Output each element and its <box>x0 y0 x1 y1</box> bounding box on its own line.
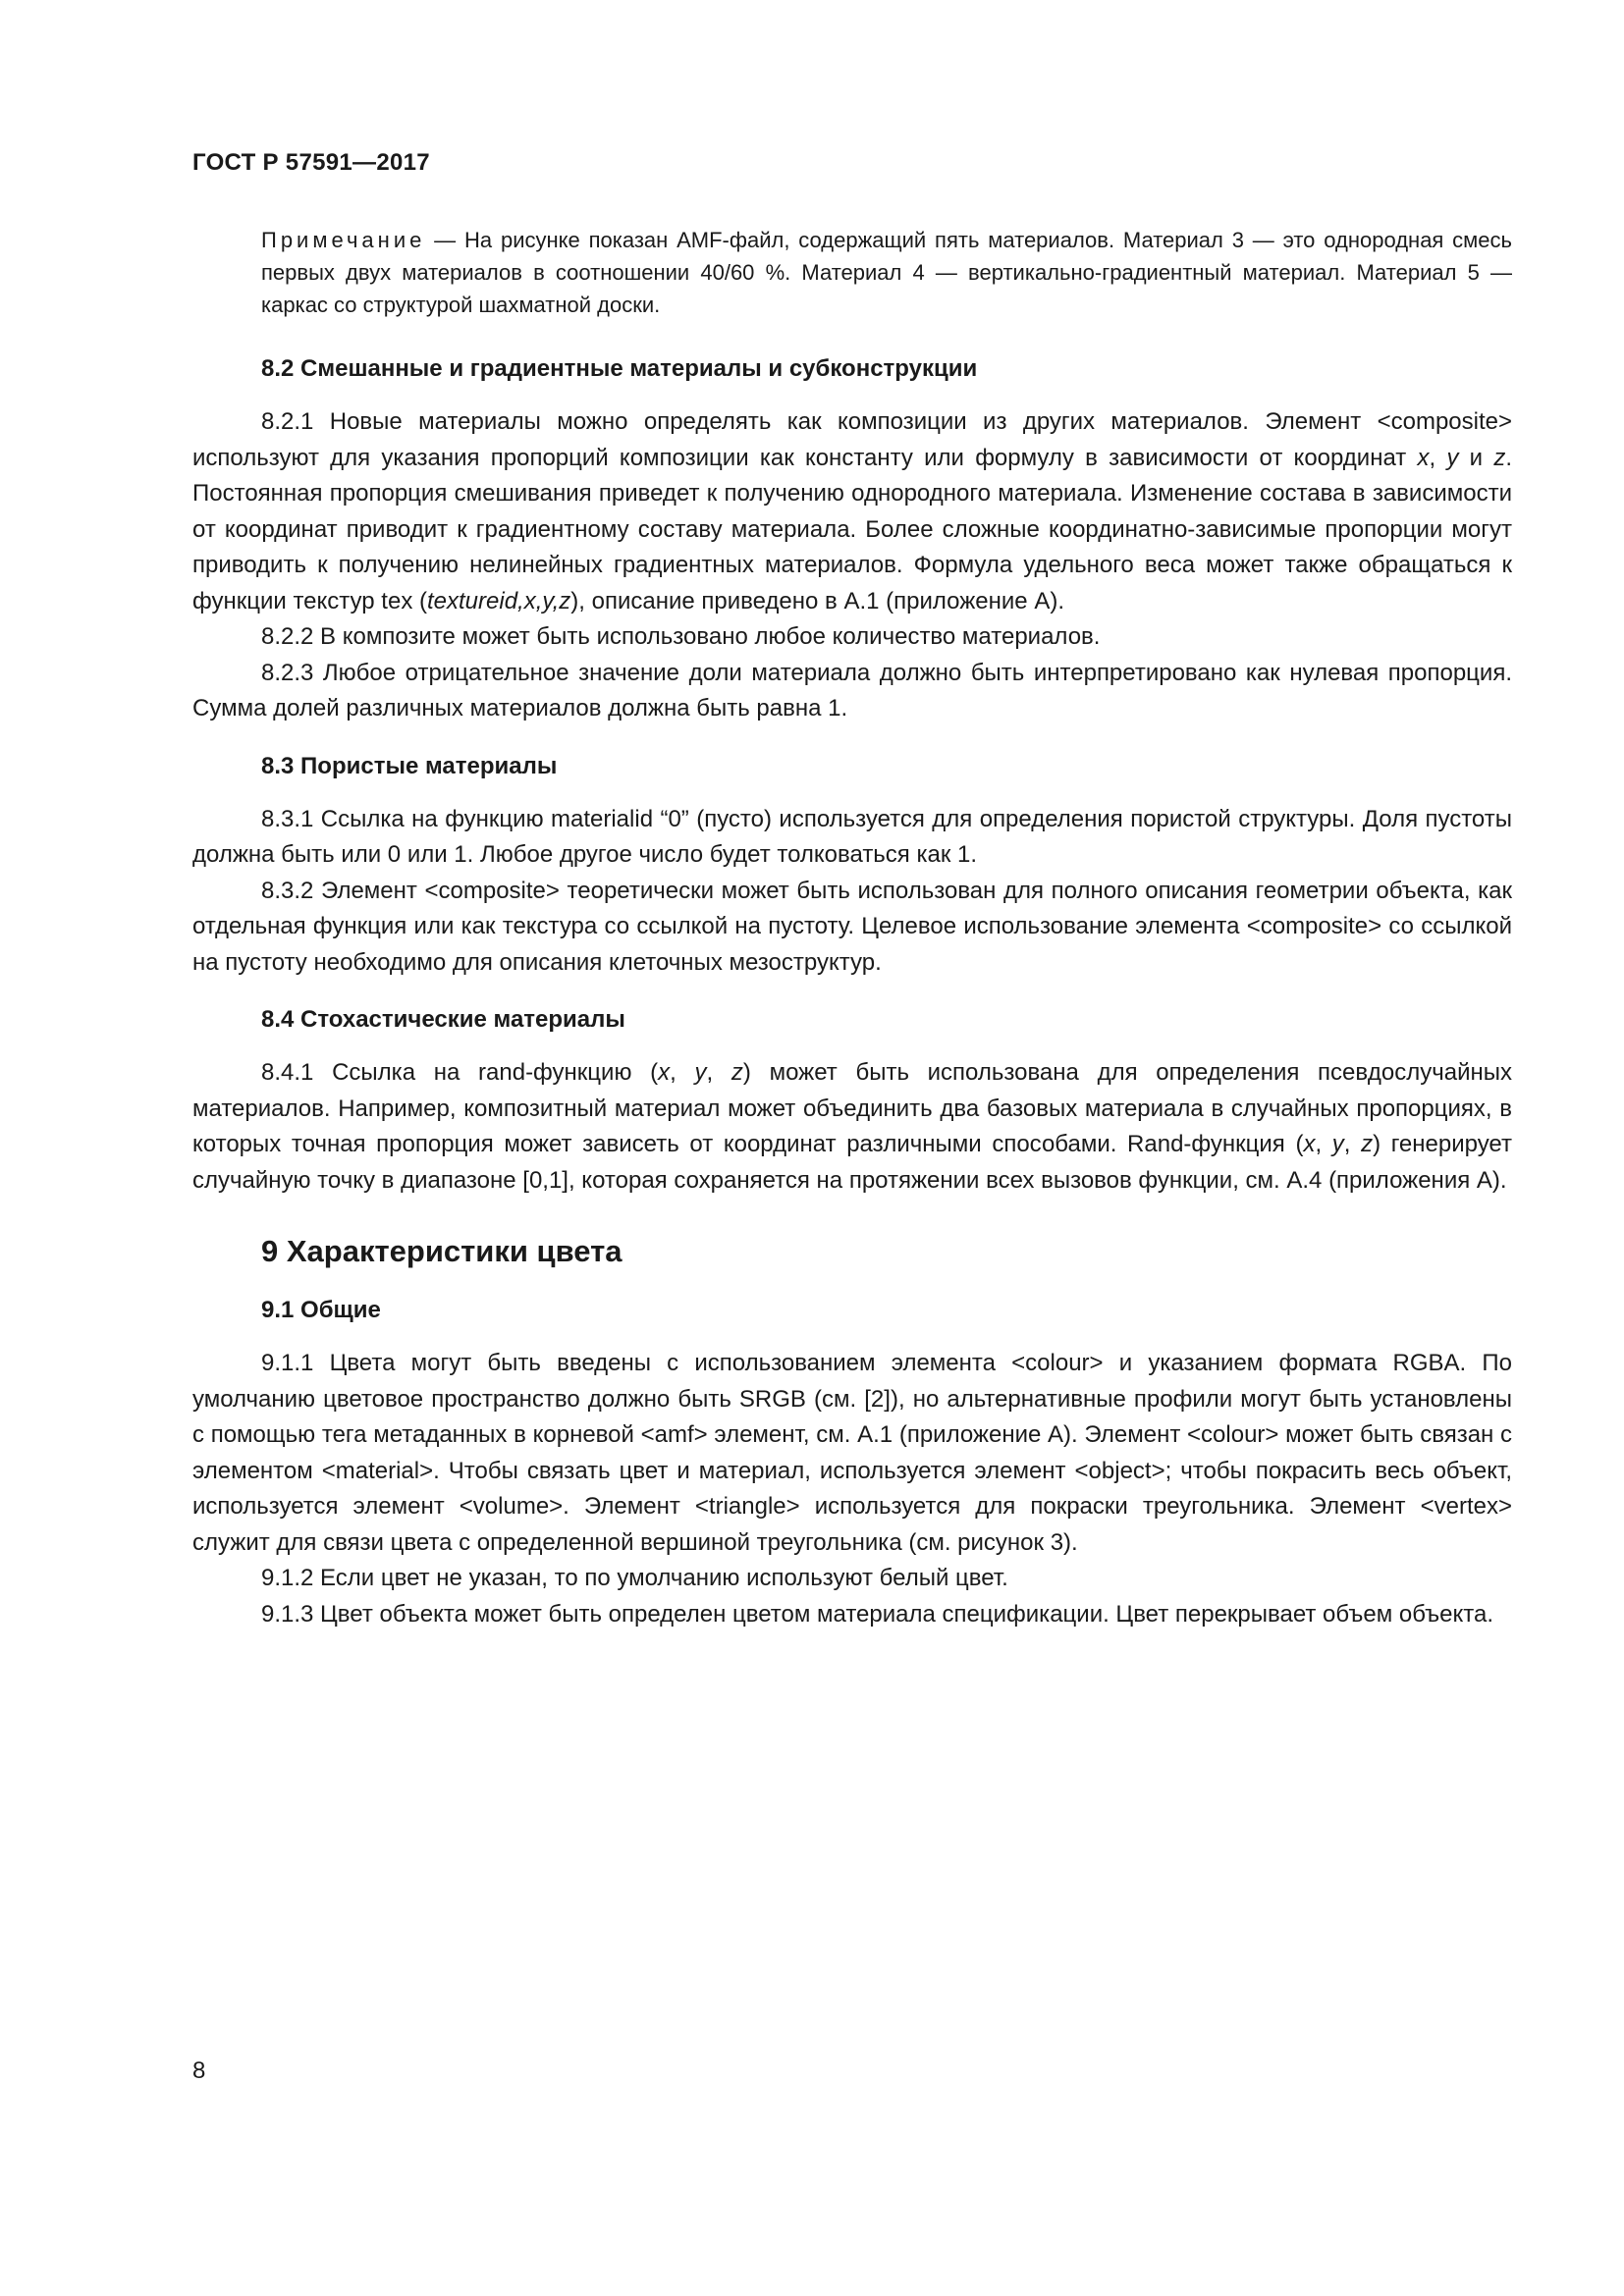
note-text: — На рисунке показан AMF-файл, содержащий пять материалов. Материал 3 — это однородная смесь первых двух материалов в соотношении 40/60 %. Материал 4 — вертикально-градиентный материал. Материал 5 — каркас со структурой шахматной доски. <box>261 228 1512 317</box>
paragraph-9-1-2: 9.1.2 Если цвет не указан, то по умолчанию используют белый цвет. <box>261 1565 1008 1591</box>
paragraph-8-2-1: 8.2.1 Новые материалы можно определять как композиции из других материалов. Элемент <composite> используют для указания пропорций композиции как константу или формулу в зависимости от координат x, y и z. Постоянная пропорция смешивания приведет к получению однородного материала. Изменение состава в зависимости от координат приводит к градиентному составу материала. Более сложные координатно-зависимые пропорции могут приводить к получению нелинейных градиентных материалов. Формула удельного веса может также обращаться к функции текстур tex (textureid,x,y,z), описание приведено в А.1 (приложение А). <box>192 408 1512 614</box>
main-content <box>192 351 1512 1632</box>
section-9-1-heading: 9.1 Общие <box>261 1297 381 1323</box>
figure-note <box>192 224 1512 321</box>
paragraph-9-1-3: 9.1.3 Цвет объекта может быть определен цветом материала спецификации. Цвет перекрывает объем объекта. <box>261 1600 1494 1628</box>
document-header: ГОСТ Р 57591—2017 <box>192 149 430 176</box>
paragraph-8-2-2: 8.2.2 В композите может быть использовано любое количество материалов. <box>261 623 1101 650</box>
paragraph-8-3-1: 8.3.1 Ссылка на функцию materialid “0” (пусто) используется для определения пористой структуры. Доля пустоты должна быть или 0 или 1. Любое другое число будет толковаться как 1. <box>192 805 1512 868</box>
section-8-2-heading: 8.2 Смешанные и градиентные материалы и субконструкции <box>261 355 978 382</box>
paragraph-8-2-3: 8.2.3 Любое отрицательное значение доли материала должно быть интерпретировано как нулевая пропорция. Сумма долей различных материалов должна быть равна 1. <box>192 659 1512 721</box>
paragraph-9-1-1: 9.1.1 Цвета могут быть введены с использованием элемента <colour> и указанием формата RGBA. По умолчанию цветовое пространство должно быть SRGB (см. [2]), но альтернативные профили могут быть установлены с помощью тега метаданных в корневой <amf> элемент, см. А.1 (приложение А). Элемент <colour> может быть связан с элементом <material>. Чтобы связать цвет и материал, используется элемент <object>; чтобы покрасить весь объект, используется элемент <volume>. Элемент <triangle> используется для покраски треугольника. Элемент <vertex> служит для связи цвета с определенной вершиной треугольника (см. рисунок 3). <box>192 1350 1512 1556</box>
note-label: Примечание <box>261 228 426 252</box>
section-9-heading: 9 Характеристики цвета <box>261 1234 623 1268</box>
page-number: 8 <box>192 2057 206 2084</box>
section-8-3-heading: 8.3 Пористые материалы <box>261 752 558 779</box>
paragraph-8-4-1: 8.4.1 Ссылка на rand-функцию (x, y, z) может быть использована для определения псевдослучайных материалов. Например, композитный материал может объединить два базовых материала в случайных пропорциях, в которых точная пропорция может зависеть от координат различными способами. Rand-функция (x, y, z) генерирует случайную точку в диапазоне [0,1], которая сохраняется на протяжении всех вызовов функции, см. А.4 (приложения А). <box>192 1059 1513 1194</box>
section-8-4-heading: 8.4 Стохастические материалы <box>261 1006 625 1033</box>
paragraph-8-3-2: 8.3.2 Элемент <composite> теоретически может быть использован для полного описания геометрии объекта, как отдельная функция или как текстура со ссылкой на пустоту. Целевое использование элемента <composite> со ссылкой на пустоту необходимо для описания клеточных мезоструктур. <box>192 877 1512 976</box>
note-paragraph <box>192 224 1512 321</box>
